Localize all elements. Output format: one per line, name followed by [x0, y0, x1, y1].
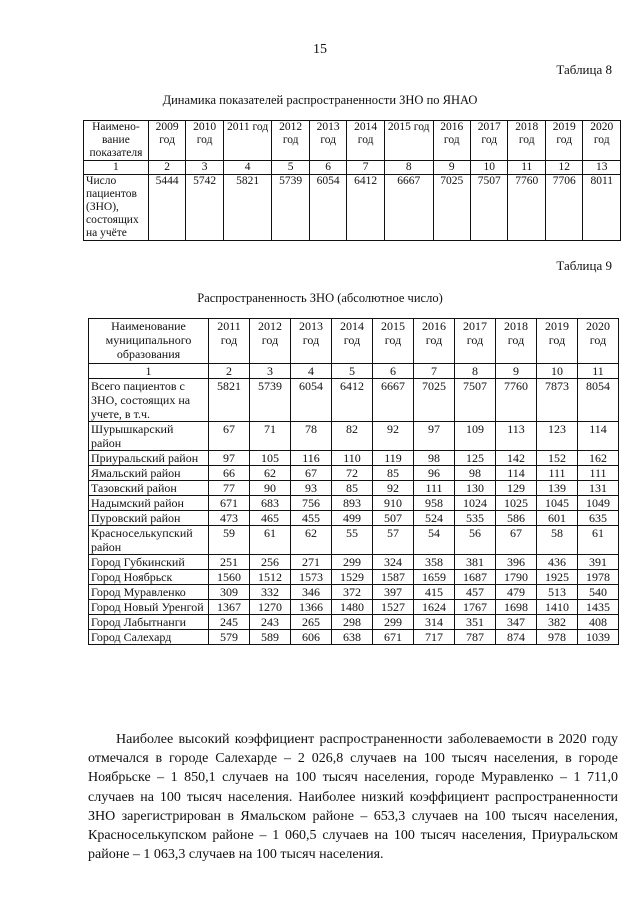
table9-value-cell: 958	[414, 496, 455, 511]
table9-value-cell: 1039	[578, 630, 619, 645]
table8-value-cell: 7760	[508, 175, 545, 241]
table9-title: Распространенность ЗНО (абсолютное число)	[197, 291, 443, 305]
table9-value-cell: 61	[578, 526, 619, 555]
table8-year-header: 2009 год	[148, 121, 185, 161]
table9-value-cell: 152	[537, 451, 578, 466]
table9-value-cell: 601	[537, 511, 578, 526]
table9-value-cell: 6667	[373, 379, 414, 422]
table9-value-cell: 1698	[496, 600, 537, 615]
table9-value-cell: 114	[578, 422, 619, 451]
table9-value-cell: 1527	[373, 600, 414, 615]
table9-value-cell: 535	[455, 511, 496, 526]
table9-value-cell: 978	[537, 630, 578, 645]
table8-value-cell: 6667	[384, 175, 433, 241]
table9-value-cell: 85	[373, 466, 414, 481]
table8-index-cell: 9	[433, 161, 470, 175]
table8-index-row	[84, 161, 621, 175]
table8-header-name: Наимено-вание показателя	[84, 121, 149, 161]
table9-index-cell: 7	[414, 364, 455, 379]
summary-paragraph: Наиболее высокий коэффициент распространенности заболеваемости в 2020 году отмечался в городе Салехарде – 2 026,8 случаев на 100 тысяч населения, в городе Ноябрьске – 1 850,1 случаев на 100 тысяч населения, городе Муравленко – 1 711,0 случаев на 100 тысяч населения. Наиболее низкий коэффициент распространенности ЗНО зарегистрирован в Ямальском районе – 653,3 случаев на 100 тысяч населения, Красноселькупском районе – 1 060,5 случаев на 100 тысяч населения, Приуральском районе – 1 063,3 случаев на 100 тысяч населения.	[88, 732, 618, 863]
table9-value-cell: 358	[414, 555, 455, 570]
table9-year-header: 2013 год	[291, 319, 332, 364]
table9-year-header: 2016 год	[414, 319, 455, 364]
table9-row	[89, 496, 619, 511]
table9-value-cell: 638	[332, 630, 373, 645]
table9-index-cell: 1	[89, 364, 209, 379]
table9-value-cell: 67	[496, 526, 537, 555]
table9-value-cell: 309	[209, 585, 250, 600]
table9-value-cell: 98	[455, 466, 496, 481]
table9-value-cell: 256	[250, 555, 291, 570]
table9-value-cell: 298	[332, 615, 373, 630]
table8-year-header: 2012 год	[272, 121, 309, 161]
table9-index-cell: 9	[496, 364, 537, 379]
table9-value-cell: 635	[578, 511, 619, 526]
table9-value-cell: 61	[250, 526, 291, 555]
table9-row-name: Город Ноябрьск	[89, 570, 209, 585]
table9-value-cell: 372	[332, 585, 373, 600]
table9-row-name: Город Салехард	[89, 630, 209, 645]
table8	[83, 120, 621, 241]
table9-value-cell: 540	[578, 585, 619, 600]
table9-value-cell: 382	[537, 615, 578, 630]
table9-value-cell: 1045	[537, 496, 578, 511]
table9-value-cell: 586	[496, 511, 537, 526]
table9-index-cell: 4	[291, 364, 332, 379]
table8-title: Динамика показателей распространенности ЗНО по ЯНАО	[162, 93, 478, 107]
table9-year-header: 2020 год	[578, 319, 619, 364]
table9-value-cell: 332	[250, 585, 291, 600]
table9-value-cell: 1529	[332, 570, 373, 585]
table9-value-cell: 5821	[209, 379, 250, 422]
table8-value-cell: 6054	[309, 175, 346, 241]
table9-value-cell: 82	[332, 422, 373, 451]
table9-value-cell: 606	[291, 630, 332, 645]
table9-row	[89, 615, 619, 630]
table9-value-cell: 271	[291, 555, 332, 570]
table9	[88, 318, 619, 645]
table9-row-name: Шурышкарский район	[89, 422, 209, 451]
table9-year-header: 2012 год	[250, 319, 291, 364]
table9-value-cell: 125	[455, 451, 496, 466]
table9-row-name: Всего пациентов с ЗНО, состоящих на учете, в т.ч.	[89, 379, 209, 422]
table9-value-cell: 56	[455, 526, 496, 555]
table8-value-cell: 7706	[545, 175, 582, 241]
table9-value-cell: 1624	[414, 600, 455, 615]
table9-value-cell: 671	[373, 630, 414, 645]
table9-value-cell: 131	[578, 481, 619, 496]
table8-year-header: 2016 год	[433, 121, 470, 161]
table9-index-cell: 6	[373, 364, 414, 379]
page-number: 15	[313, 42, 327, 57]
table9-value-cell: 251	[209, 555, 250, 570]
table8-row	[84, 175, 621, 241]
table9-value-cell: 119	[373, 451, 414, 466]
table9-value-cell: 893	[332, 496, 373, 511]
table9-year-header: 2014 год	[332, 319, 373, 364]
table9-value-cell: 717	[414, 630, 455, 645]
table9-value-cell: 1587	[373, 570, 414, 585]
table9-value-cell: 436	[537, 555, 578, 570]
table9-value-cell: 97	[209, 451, 250, 466]
table8-year-header: 2020 год	[583, 121, 621, 161]
table9-year-header: 2017 год	[455, 319, 496, 364]
table9-row-name: Красноселькупский район	[89, 526, 209, 555]
table9-value-cell: 1270	[250, 600, 291, 615]
table8-year-header: 2018 год	[508, 121, 545, 161]
table9-value-cell: 98	[414, 451, 455, 466]
table8-index-cell: 12	[545, 161, 582, 175]
table8-value-cell: 6412	[347, 175, 384, 241]
table8-index-cell: 7	[347, 161, 384, 175]
table9-value-cell: 479	[496, 585, 537, 600]
table8-year-header: 2019 год	[545, 121, 582, 161]
table9-row-name: Тазовский район	[89, 481, 209, 496]
table9-value-cell: 524	[414, 511, 455, 526]
table9-value-cell: 1925	[537, 570, 578, 585]
table9-row	[89, 466, 619, 481]
table9-value-cell: 77	[209, 481, 250, 496]
table9-row	[89, 555, 619, 570]
table9-year-header: 2011 год	[209, 319, 250, 364]
table9-value-cell: 787	[455, 630, 496, 645]
table8-value-cell: 7025	[433, 175, 470, 241]
table9-value-cell: 1573	[291, 570, 332, 585]
table9-value-cell: 54	[414, 526, 455, 555]
table9-value-cell: 455	[291, 511, 332, 526]
table9-value-cell: 111	[537, 466, 578, 481]
table9-value-cell: 1025	[496, 496, 537, 511]
table9-value-cell: 1512	[250, 570, 291, 585]
table8-header-row	[84, 121, 621, 161]
table9-value-cell: 499	[332, 511, 373, 526]
table9-value-cell: 72	[332, 466, 373, 481]
table9-value-cell: 1659	[414, 570, 455, 585]
table9-value-cell: 129	[496, 481, 537, 496]
table9-value-cell: 245	[209, 615, 250, 630]
table9-value-cell: 123	[537, 422, 578, 451]
table9-value-cell: 391	[578, 555, 619, 570]
table9-row-name: Город Муравленко	[89, 585, 209, 600]
table9-value-cell: 113	[496, 422, 537, 451]
table9-value-cell: 1767	[455, 600, 496, 615]
table9-value-cell: 1687	[455, 570, 496, 585]
table9-value-cell: 97	[414, 422, 455, 451]
table9-value-cell: 8054	[578, 379, 619, 422]
table9-row	[89, 511, 619, 526]
table8-index-cell: 11	[508, 161, 545, 175]
table8-index-cell: 10	[471, 161, 508, 175]
table9-index-cell: 8	[455, 364, 496, 379]
table9-row-name: Надымский район	[89, 496, 209, 511]
table9-value-cell: 457	[455, 585, 496, 600]
table9-value-cell: 67	[209, 422, 250, 451]
table9-value-cell: 7873	[537, 379, 578, 422]
table8-value-cell: 5821	[223, 175, 272, 241]
table9-value-cell: 57	[373, 526, 414, 555]
table9-value-cell: 408	[578, 615, 619, 630]
table9-row	[89, 526, 619, 555]
table9-value-cell: 465	[250, 511, 291, 526]
table9-row	[89, 379, 619, 422]
table9-value-cell: 5739	[250, 379, 291, 422]
table9-value-cell: 473	[209, 511, 250, 526]
table9-value-cell: 347	[496, 615, 537, 630]
table8-year-header: 2010 год	[186, 121, 223, 161]
table9-value-cell: 1049	[578, 496, 619, 511]
table8-year-header: 2013 год	[309, 121, 346, 161]
table9-value-cell: 62	[250, 466, 291, 481]
table9-row	[89, 481, 619, 496]
table9-value-cell: 507	[373, 511, 414, 526]
table9-header-name: Наименование муниципального образования	[89, 319, 209, 364]
table9-value-cell: 92	[373, 422, 414, 451]
table8-label: Таблица 8	[556, 62, 612, 77]
table9-value-cell: 90	[250, 481, 291, 496]
table9-value-cell: 92	[373, 481, 414, 496]
table9-value-cell: 397	[373, 585, 414, 600]
table9-value-cell: 1366	[291, 600, 332, 615]
table9-index-cell: 2	[209, 364, 250, 379]
table9-value-cell: 67	[291, 466, 332, 481]
table9-value-cell: 1978	[578, 570, 619, 585]
table9-value-cell: 110	[332, 451, 373, 466]
table9-value-cell: 243	[250, 615, 291, 630]
table9-value-cell: 162	[578, 451, 619, 466]
table9-value-cell: 62	[291, 526, 332, 555]
table9-value-cell: 7760	[496, 379, 537, 422]
table9-value-cell: 1367	[209, 600, 250, 615]
table9-year-header: 2019 год	[537, 319, 578, 364]
table9-value-cell: 324	[373, 555, 414, 570]
table9-index-cell: 10	[537, 364, 578, 379]
table8-value-cell: 5739	[272, 175, 309, 241]
table9-row-name: Город Губкинский	[89, 555, 209, 570]
table9-value-cell: 6054	[291, 379, 332, 422]
table9-row-name: Приуральский район	[89, 451, 209, 466]
table8-value-cell: 5742	[186, 175, 223, 241]
table9-value-cell: 683	[250, 496, 291, 511]
table9-value-cell: 139	[537, 481, 578, 496]
table9-value-cell: 381	[455, 555, 496, 570]
table9-value-cell: 142	[496, 451, 537, 466]
table9-value-cell: 111	[414, 481, 455, 496]
table8-index-cell: 6	[309, 161, 346, 175]
table9-row	[89, 630, 619, 645]
table9-value-cell: 71	[250, 422, 291, 451]
table9-row-name: Ямальский район	[89, 466, 209, 481]
table8-index-cell: 5	[272, 161, 309, 175]
table9-value-cell: 513	[537, 585, 578, 600]
table8-value-cell: 8011	[583, 175, 621, 241]
table9-value-cell: 105	[250, 451, 291, 466]
table9-value-cell: 6412	[332, 379, 373, 422]
table8-year-header: 2011 год	[223, 121, 272, 161]
table9-index-row	[89, 364, 619, 379]
table9-value-cell: 299	[373, 615, 414, 630]
table9-value-cell: 59	[209, 526, 250, 555]
table8-index-cell: 1	[84, 161, 149, 175]
table9-row	[89, 451, 619, 466]
table9-value-cell: 114	[496, 466, 537, 481]
table9-value-cell: 910	[373, 496, 414, 511]
table8-index-cell: 2	[148, 161, 185, 175]
table9-value-cell: 7025	[414, 379, 455, 422]
table9-label: Таблица 9	[556, 258, 612, 273]
table9-value-cell: 116	[291, 451, 332, 466]
table8-year-header: 2014 год	[347, 121, 384, 161]
table9-row-name: Пуровский район	[89, 511, 209, 526]
table9-value-cell: 58	[537, 526, 578, 555]
table9-value-cell: 55	[332, 526, 373, 555]
table8-year-header: 2017 год	[471, 121, 508, 161]
table9-value-cell: 314	[414, 615, 455, 630]
table9-value-cell: 78	[291, 422, 332, 451]
table8-value-cell: 7507	[471, 175, 508, 241]
table8-index-cell: 8	[384, 161, 433, 175]
table9-index-cell: 5	[332, 364, 373, 379]
table9-row-name: Город Новый Уренгой	[89, 600, 209, 615]
table9-value-cell: 346	[291, 585, 332, 600]
table9-value-cell: 265	[291, 615, 332, 630]
table9-index-cell: 11	[578, 364, 619, 379]
table9-value-cell: 85	[332, 481, 373, 496]
table9-value-cell: 1435	[578, 600, 619, 615]
table9-value-cell: 93	[291, 481, 332, 496]
table9-value-cell: 756	[291, 496, 332, 511]
table8-value-cell: 5444	[148, 175, 185, 241]
table9-row	[89, 585, 619, 600]
table9-value-cell: 671	[209, 496, 250, 511]
table9-value-cell: 396	[496, 555, 537, 570]
table9-value-cell: 351	[455, 615, 496, 630]
table8-index-cell: 4	[223, 161, 272, 175]
table9-row	[89, 422, 619, 451]
table9-year-header: 2015 год	[373, 319, 414, 364]
table9-value-cell: 130	[455, 481, 496, 496]
table9-value-cell: 589	[250, 630, 291, 645]
table9-header-row	[89, 319, 619, 364]
table9-value-cell: 299	[332, 555, 373, 570]
table9-year-header: 2018 год	[496, 319, 537, 364]
table9-value-cell: 96	[414, 466, 455, 481]
table9-value-cell: 7507	[455, 379, 496, 422]
table8-year-header: 2015 год	[384, 121, 433, 161]
table8-row-name: Число пациентов (ЗНО), состоящих на учёте	[84, 175, 149, 241]
table9-value-cell: 1480	[332, 600, 373, 615]
table8-index-cell: 3	[186, 161, 223, 175]
table9-value-cell: 1560	[209, 570, 250, 585]
table9-row	[89, 600, 619, 615]
table9-value-cell: 415	[414, 585, 455, 600]
table9-row	[89, 570, 619, 585]
table9-value-cell: 874	[496, 630, 537, 645]
table9-value-cell: 111	[578, 466, 619, 481]
table9-index-cell: 3	[250, 364, 291, 379]
table9-value-cell: 1410	[537, 600, 578, 615]
table9-value-cell: 1790	[496, 570, 537, 585]
table9-value-cell: 579	[209, 630, 250, 645]
table9-value-cell: 1024	[455, 496, 496, 511]
table9-row-name: Город Лабытнанги	[89, 615, 209, 630]
table8-index-cell: 13	[583, 161, 621, 175]
table9-value-cell: 66	[209, 466, 250, 481]
table9-value-cell: 109	[455, 422, 496, 451]
